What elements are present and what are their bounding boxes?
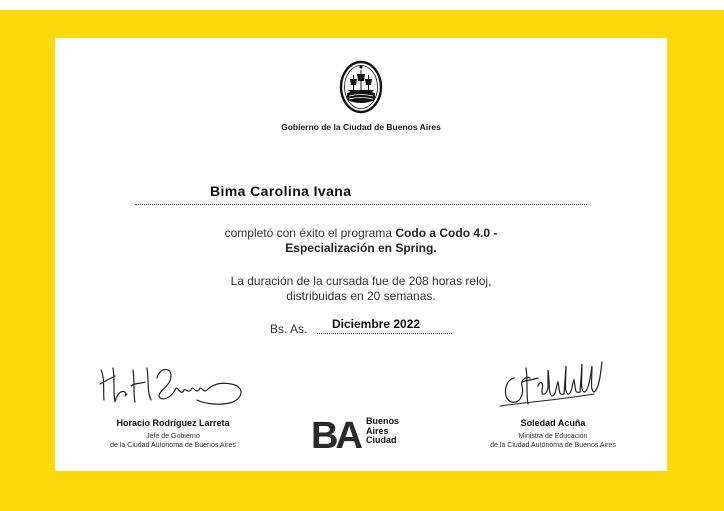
signature-left-image [97, 356, 249, 408]
program-statement [55, 226, 667, 256]
program-name-line1: Codo a Codo 4.0 - [395, 226, 498, 240]
duration-line1: La duración de la cursada fue de 208 horas reloj, [230, 274, 492, 288]
date-dotted-line [317, 333, 452, 334]
signer-right-role [453, 432, 653, 450]
ba-logo-text-line2: Aires [366, 425, 389, 436]
signer-left-name: Horacio Rodríguez Larreta [116, 418, 230, 428]
signer-right-role-line1: Ministra de Educación [518, 433, 588, 440]
city-seal-icon [339, 60, 383, 114]
issue-date: Diciembre 2022 [332, 317, 421, 331]
certificate [55, 38, 667, 471]
duration-line2: distribuidas en 20 semanas. [286, 289, 436, 303]
signer-left-role-line2: de la Ciudad Autónoma de Buenos Aires [110, 442, 236, 449]
program-statement-prefix: completó con éxito el programa [224, 226, 393, 240]
ba-logo-mark: BA [311, 415, 360, 451]
signer-left-role-line1: Jefe de Gobierno [146, 433, 200, 440]
recipient-dotted-line [135, 204, 587, 205]
duration-statement [55, 274, 667, 304]
top-strip [0, 0, 724, 10]
signature-right-image [498, 356, 610, 412]
signer-left-role [73, 432, 273, 450]
government-name: Gobierno de la Ciudad de Buenos Aires [281, 122, 441, 132]
issue-place: Bs. As. [270, 322, 308, 336]
buenos-aires-logo-text [366, 417, 399, 446]
program-name-line2: Especialización en Spring. [285, 241, 437, 255]
signer-right-name: Soledad Acuña [520, 418, 586, 428]
signer-right-role-line2: de la Ciudad Autónoma de Buenos Aires [490, 442, 616, 449]
recipient-name: Bima Carolina Ivana [210, 183, 352, 199]
ba-logo-text-line1: Buenos [366, 416, 400, 426]
ba-logo-text-line3: Ciudad [366, 435, 397, 445]
